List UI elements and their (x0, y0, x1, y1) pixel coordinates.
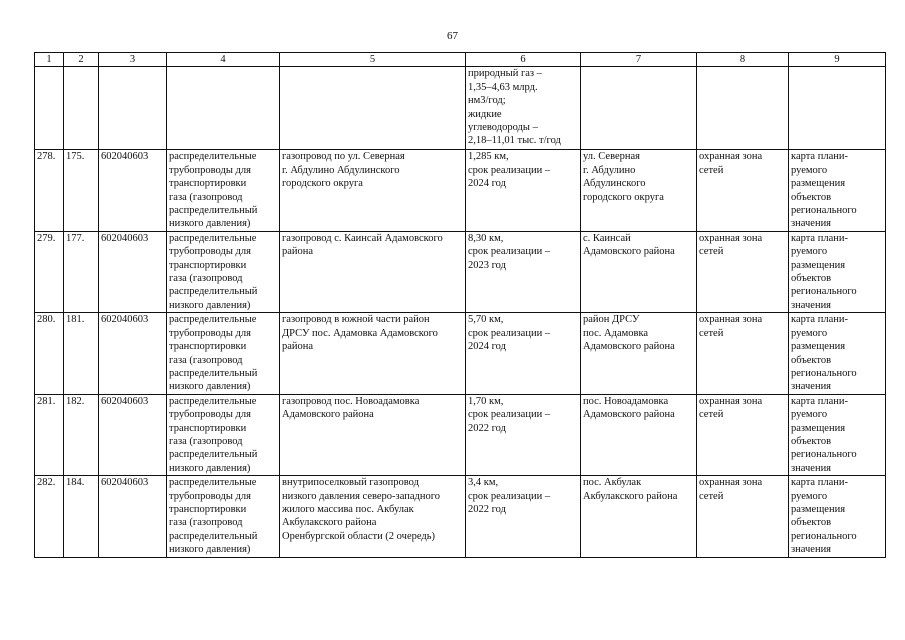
object-characteristics: 5,70 км, срок реализации – 2024 год (466, 313, 581, 394)
header-cell: 2 (64, 53, 99, 67)
object-number: 181. (64, 313, 99, 394)
table-row (35, 150, 886, 231)
object-number: 182. (64, 394, 99, 475)
page-number: 67 (447, 30, 458, 42)
row-number: 282. (35, 476, 64, 557)
zone-type: охранная зона сетей (697, 313, 789, 394)
object-name: газопровод по ул. Северная г. Абдулино Абдулинского городского округа (280, 150, 466, 231)
object-name: внутрипоселковый газопровод низкого давления северо-западного жилого массива пос. Акбулак Акбулакского района Оренбургской области (2 очередь) (280, 476, 466, 557)
row-number: 278. (35, 150, 64, 231)
zone-type: охранная зона сетей (697, 476, 789, 557)
header-cell: 8 (697, 53, 789, 67)
object-characteristics: 8,30 км, срок реализации – 2023 год (466, 231, 581, 312)
header-cell: 3 (99, 53, 167, 67)
header-cell: 7 (581, 53, 697, 67)
table-row (35, 231, 886, 312)
object-location: пос. Акбулак Акбулакского района (581, 476, 697, 557)
object-characteristics: 1,70 км, срок реализации – 2022 год (466, 394, 581, 475)
objects-table (34, 52, 886, 558)
map-reference: карта плани- руемого размещения объектов регионального значения (789, 476, 886, 557)
zone-type: охранная зона сетей (697, 394, 789, 475)
object-name: газопровод с. Каинсай Адамовского района (280, 231, 466, 312)
object-location: с. Каинсай Адамовского района (581, 231, 697, 312)
header-cell: 9 (789, 53, 886, 67)
object-code: 602040603 (99, 231, 167, 312)
header-row (35, 53, 886, 67)
object-type: распределительные трубопроводы для транспортировки газа (газопровод распределительный низкого давления) (167, 313, 280, 394)
map-reference: карта плани- руемого размещения объектов регионального значения (789, 231, 886, 312)
object-characteristics: 1,285 км, срок реализации – 2024 год (466, 150, 581, 231)
map-reference: карта плани- руемого размещения объектов регионального значения (789, 394, 886, 475)
map-reference: карта плани- руемого размещения объектов регионального значения (789, 313, 886, 394)
capacity-cell: природный газ – 1,35–4,63 млрд. нм3/год; жидкие углеводороды – 2,18–11,01 тыс. т/год (466, 67, 581, 150)
zone-type: охранная зона сетей (697, 231, 789, 312)
object-code: 602040603 (99, 313, 167, 394)
object-location: район ДРСУ пос. Адамовка Адамовского района (581, 313, 697, 394)
object-type: распределительные трубопроводы для транспортировки газа (газопровод распределительный низкого давления) (167, 394, 280, 475)
object-name: газопровод пос. Новоадамовка Адамовского района (280, 394, 466, 475)
object-characteristics: 3,4 км, срок реализации – 2022 год (466, 476, 581, 557)
object-location: ул. Северная г. Абдулино Абдулинского городского округа (581, 150, 697, 231)
object-type: распределительные трубопроводы для транспортировки газа (газопровод распределительный низкого давления) (167, 476, 280, 557)
object-number: 175. (64, 150, 99, 231)
continuation-row (35, 67, 886, 150)
header-cell: 1 (35, 53, 64, 67)
header-cell: 6 (466, 53, 581, 67)
object-location: пос. Новоадамовка Адамовского района (581, 394, 697, 475)
header-cell: 4 (167, 53, 280, 67)
object-number: 177. (64, 231, 99, 312)
row-number: 279. (35, 231, 64, 312)
object-number: 184. (64, 476, 99, 557)
row-number: 281. (35, 394, 64, 475)
row-number: 280. (35, 313, 64, 394)
object-code: 602040603 (99, 150, 167, 231)
object-code: 602040603 (99, 476, 167, 557)
table-row (35, 394, 886, 475)
map-reference: карта плани- руемого размещения объектов регионального значения (789, 150, 886, 231)
table-row (35, 313, 886, 394)
zone-type: охранная зона сетей (697, 150, 789, 231)
object-code: 602040603 (99, 394, 167, 475)
object-type: распределительные трубопроводы для транспортировки газа (газопровод распределительный низкого давления) (167, 150, 280, 231)
table-row (35, 476, 886, 557)
object-type: распределительные трубопроводы для транспортировки газа (газопровод распределительный низкого давления) (167, 231, 280, 312)
object-name: газопровод в южной части район ДРСУ пос. Адамовка Адамовского района (280, 313, 466, 394)
header-cell: 5 (280, 53, 466, 67)
